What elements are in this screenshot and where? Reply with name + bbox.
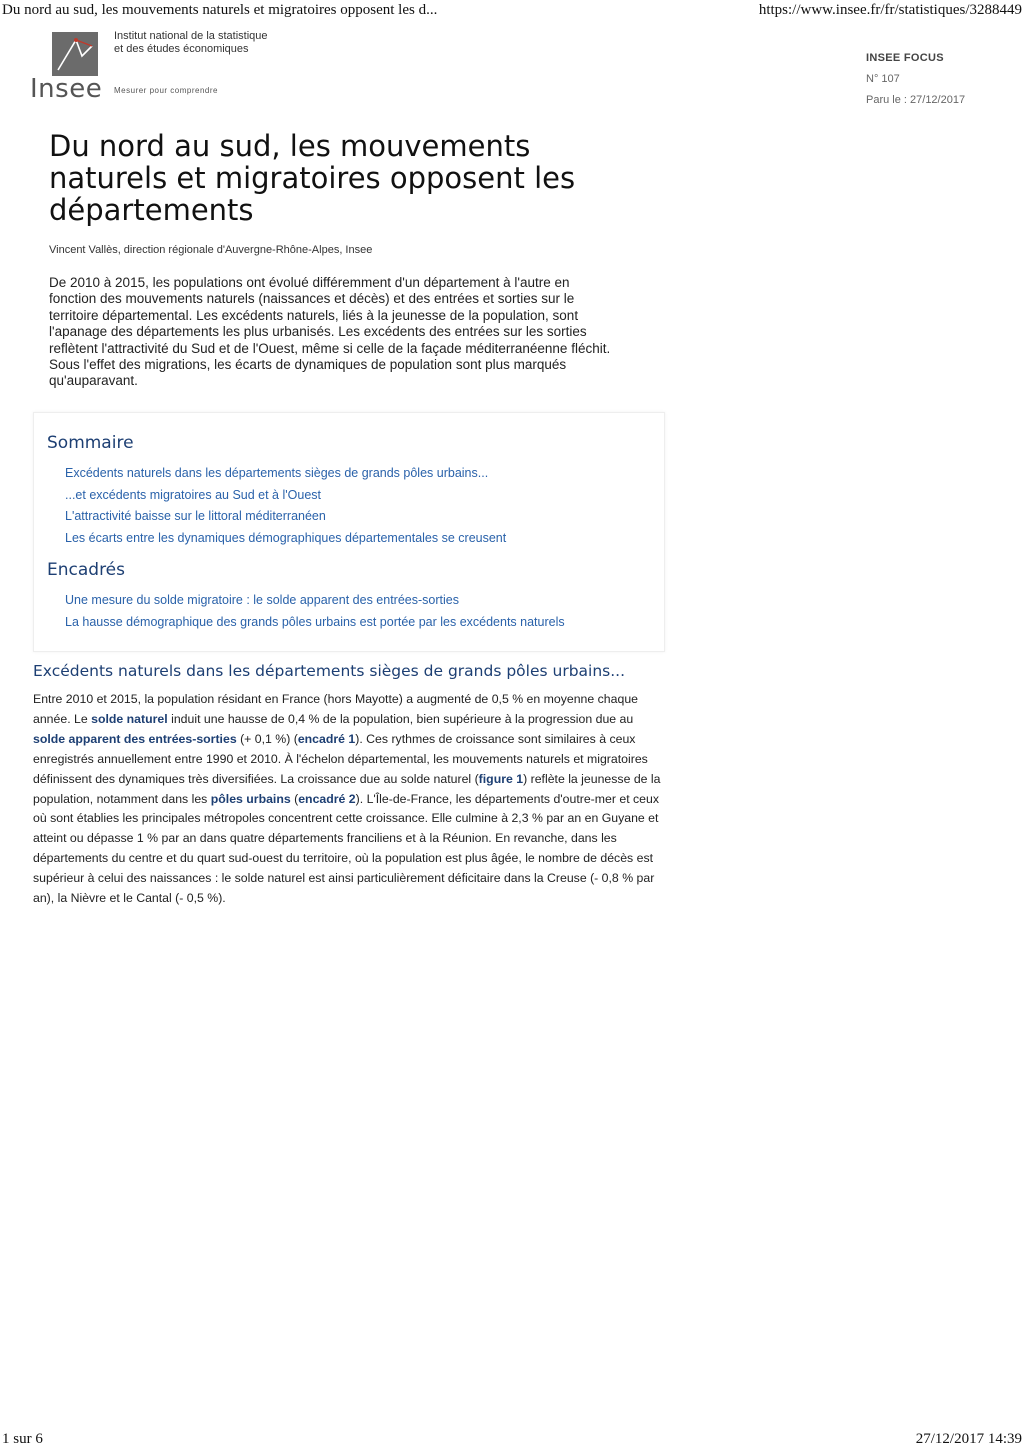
publication-date: Paru le : 27/12/2017 xyxy=(866,94,966,106)
text-run: induit une hausse de 0,4 % de la population, bien supérieure à la progression due au xyxy=(167,711,634,726)
text-run: ). Ces rythmes de croissance sont similaires à ceux enregistrés annuellement entre 1990 et 2010. À l'échelon départemental, les mouvements naturels et migratoires définissent des dynamiques très diversifiées. La croissance due au solde naturel ( xyxy=(33,731,648,786)
sommaire-heading: Sommaire xyxy=(47,433,134,453)
logo-institute-line-1: Institut national de la statistique xyxy=(114,30,268,42)
encadre-link[interactable]: La hausse démographique des grands pôles urbains est portée par les excédents naturels xyxy=(65,614,565,629)
section-title: Excédents naturels dans les départements sièges de grands pôles urbains... xyxy=(33,662,626,680)
publication-meta xyxy=(866,48,965,111)
logo-mark-icon xyxy=(52,32,98,76)
sommaire-list xyxy=(65,463,506,549)
table-of-contents xyxy=(33,412,665,652)
encadre-1-link[interactable]: encadré 1 xyxy=(297,731,356,746)
sommaire-link[interactable]: Les écarts entre les dynamiques démographiques départementales se creusent xyxy=(65,530,507,545)
print-header-title: Du nord au sud, les mouvements naturels et migratoires opposent les d... xyxy=(2,2,438,18)
glossary-link-poles-urbains[interactable]: pôles urbains xyxy=(210,791,291,806)
print-datetime: 27/12/2017 14:39 xyxy=(915,1431,1022,1447)
print-header xyxy=(0,2,1024,22)
encadres-list xyxy=(65,590,565,633)
logo-tagline: Mesurer pour comprendre xyxy=(114,86,218,95)
logo-wordmark: Insee xyxy=(30,74,103,104)
sommaire-link[interactable]: ...et excédents migratoires au Sud et à l'Ouest xyxy=(65,487,321,502)
encadre-2-link[interactable]: encadré 2 xyxy=(298,791,356,806)
text-run: ). L'Île-de-France, les départements d'outre-mer et ceux où sont établies les principales métropoles concentrent cette croissance. Elle culmine à 2,3 % par an en Guyane et atteint ou dépasse 1 % par an dans quatre départements franciliens et à la Réunion. En revanche, dans les départements du centre et du quart sud-ouest du territoire, où la population est plus âgée, le nombre de décès est supérieur à celui des naissances : le solde naturel est ainsi particulièrement déficitaire dans la Creuse (- 0,8 % par an), la Nièvre et le Cantal (- 0,5 %). xyxy=(33,791,660,906)
encadres-heading: Encadrés xyxy=(47,560,126,580)
text-run: (+ 0,1 %) ( xyxy=(236,731,298,746)
text-run: Entre 2010 et 2015, la population résidant en France (hors Mayotte) a augmenté de 0,5 % en moyenne chaque année. Le xyxy=(33,692,638,726)
logo-institute-name xyxy=(114,30,267,56)
logo-institute-line-2: et des études économiques xyxy=(114,43,249,55)
article-abstract: De 2010 à 2015, les populations ont évolué différemment d'un département à l'autre en fonction des mouvements naturels (naissances et décès) et des entrées et sorties sur le territoire départemental. Les excédents naturels, liés à la jeunesse de la population, sont l'apanage des départements les plus urbanisés. Les excédents des entrées sur les sorties reflètent l'attractivité du Sud et de l'Ouest, même si celle de la façade méditerranéenne fléchit. Sous l'effet des migrations, les écarts de dynamiques de population sont plus marqués qu'auparavant. xyxy=(49,275,611,389)
sommaire-link[interactable]: L'attractivité baisse sur le littoral méditerranéen xyxy=(65,509,326,523)
publication-series: INSEE FOCUS xyxy=(866,52,944,64)
print-page-number: 1 sur 6 xyxy=(2,1431,43,1447)
publication-number: N° 107 xyxy=(866,73,900,85)
insee-logo[interactable] xyxy=(30,28,310,104)
glossary-link-solde-naturel[interactable]: solde naturel xyxy=(91,711,168,726)
text-run: ( xyxy=(290,791,299,806)
sommaire-link[interactable]: Excédents naturels dans les départements sièges de grands pôles urbains... xyxy=(65,466,489,480)
figure-1-link[interactable]: figure 1 xyxy=(478,771,524,786)
glossary-link-solde-apparent[interactable]: solde apparent des entrées-sorties xyxy=(33,731,237,746)
section-paragraph xyxy=(33,690,667,909)
page-title: Du nord au sud, les mouvements naturels et migratoires opposent les départements xyxy=(49,129,576,227)
print-footer xyxy=(0,1428,1024,1448)
article-author: Vincent Vallès, direction régionale d'Auvergne-Rhône-Alpes, Insee xyxy=(49,244,373,256)
text-run: ) reflète la jeunesse de la population, notamment dans les xyxy=(33,771,661,806)
encadre-link[interactable]: Une mesure du solde migratoire : le solde apparent des entrées-sorties xyxy=(65,593,459,607)
print-header-url: https://www.insee.fr/fr/statistiques/3288449 xyxy=(758,2,1022,18)
